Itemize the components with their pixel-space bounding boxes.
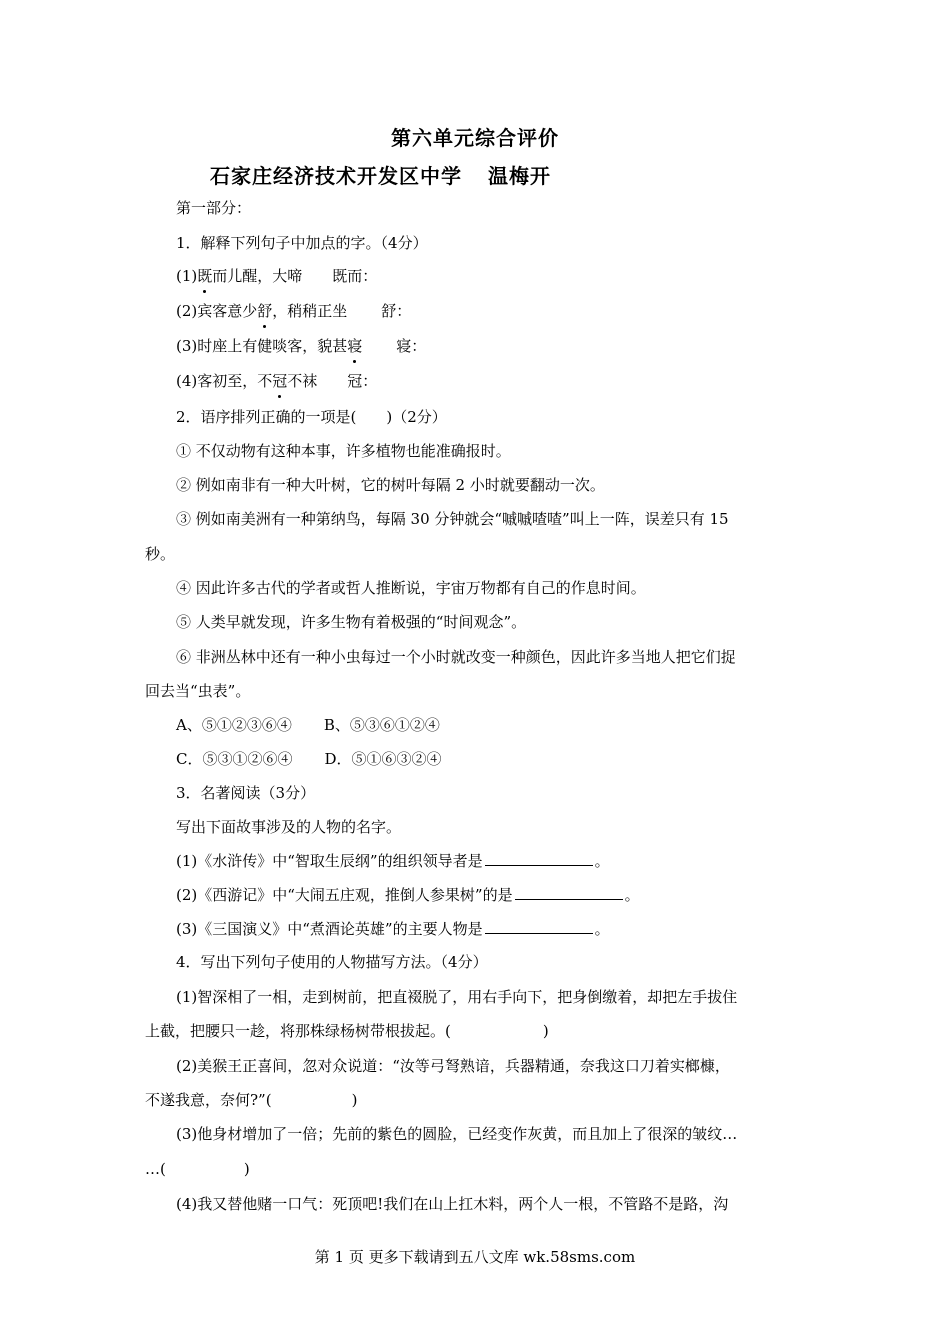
q2-option-b: B、⑤③⑥①②④ xyxy=(323,716,440,734)
q4-item-3a: (3)他身材增加了一倍；先前的紫色的圆脸，已经变作灰黄，而且加上了很深的皱纹… xyxy=(176,1125,738,1143)
answer-blank[interactable] xyxy=(515,885,623,900)
q3-item-3-text: (3)《三国演义》中“煮酒论英雄”的主要人物是 xyxy=(176,920,483,938)
answer-blank[interactable] xyxy=(485,919,593,934)
q2-head-tail: )（2分） xyxy=(386,408,447,426)
q4-item-1b xyxy=(145,1021,549,1041)
q2-option-a: A、⑤①②③⑥④ xyxy=(176,716,292,734)
q1-head: 1．解释下列句子中加点的字。（4分） xyxy=(176,234,428,252)
q1-item-2-post: ，稍稍正坐 xyxy=(272,302,348,320)
q1-item-4 xyxy=(176,371,377,391)
q2-sentence-5: ⑤ 人类早就发现，许多生物有着极强的“时间观念”。 xyxy=(176,613,527,631)
q2-head xyxy=(176,407,447,427)
q3-item-2 xyxy=(176,885,640,905)
q4-item-3b xyxy=(145,1159,250,1179)
q1-item-1 xyxy=(176,266,377,286)
q4-item-3-close: ) xyxy=(243,1160,250,1178)
q2-sentence-3a: ③ 例如南美洲有一种第纳鸟，每隔 30 分钟就会“嘁嘁喳喳”叫上一阵，误差只有 15 xyxy=(176,510,729,528)
q4-head: 4．写出下列句子使用的人物描写方法。（4分） xyxy=(176,953,488,971)
q2-sentence-3b: 秒。 xyxy=(145,545,176,563)
q3-item-2-text: (2)《西游记》中“大闹五庄观，推倒人参果树”的是 xyxy=(176,886,513,904)
dotted-char: 冠 xyxy=(272,372,288,390)
q4-item-4a: (4)我又替他赌一口气：死顶吧!我们在山上扛木料，两个人一根，不管路不是路，沟 xyxy=(176,1195,729,1213)
page-footer: 第 1 页 更多下载请到五八文库 wk.58sms.com xyxy=(314,1248,636,1266)
q1-item-2-pre: (2)宾客意少 xyxy=(176,302,258,320)
q1-item-1-post: 而儿醒，大啼 xyxy=(212,267,303,285)
q2-sentence-2: ② 例如南非有一种大叶树，它的树叶每隔 2 小时就要翻动一次。 xyxy=(176,476,605,494)
dotted-char: 寝 xyxy=(347,337,363,355)
q1-item-4-post: 不袜 xyxy=(287,372,318,390)
doc-title: 第六单元综合评价 xyxy=(391,126,559,150)
school-name: 石家庄经济技术开发区中学 xyxy=(210,164,462,188)
q1-item-4-pre: (4)客初至，不 xyxy=(176,372,273,390)
q1-item-3 xyxy=(176,336,426,356)
q1-item-2-term: 舒： xyxy=(381,302,412,320)
q1-item-3-pre: (3)时座上有健啖客，貌甚 xyxy=(176,337,348,355)
q2-options-row-2 xyxy=(176,749,442,769)
q2-sentence-6b: 回去当“虫表”。 xyxy=(145,682,251,700)
author-name: 温梅开 xyxy=(488,164,551,188)
q2-sentence-4: ④ 因此许多古代的学者或哲人推断说，宇宙万物都有自己的作息时间。 xyxy=(176,579,646,597)
q3-item-3-end: 。 xyxy=(594,920,610,938)
q4-item-2b-text: 不遂我意，奈何?”( xyxy=(145,1091,272,1109)
dotted-char: 舒 xyxy=(257,302,273,320)
q3-item-1 xyxy=(176,851,610,871)
q1-item-1-pre: (1) xyxy=(176,267,198,285)
q2-options-row-1 xyxy=(176,715,440,735)
answer-blank[interactable] xyxy=(485,851,593,866)
q4-item-2a: (2)美猴王正喜间，忽对众说道：“汝等弓弩熟谙，兵器精通，奈我这口刀着实榔槺， xyxy=(176,1057,730,1075)
q3-item-3 xyxy=(176,919,610,939)
q2-sentence-1: ① 不仅动物有这种本事，许多植物也能准确报时。 xyxy=(176,442,511,460)
q1-item-3-term: 寝： xyxy=(396,337,427,355)
q3-item-1-text: (1)《水浒传》中“智取生辰纲”的组织领导者是 xyxy=(176,852,483,870)
dotted-char: 既 xyxy=(197,267,213,285)
q1-item-2 xyxy=(176,301,411,321)
q2-option-c: C．⑤③①②⑥④ xyxy=(176,750,293,768)
q4-item-3b-text: …( xyxy=(145,1160,166,1178)
q1-item-4-term: 冠： xyxy=(347,372,378,390)
q4-item-2b xyxy=(145,1090,357,1110)
section-label: 第一部分： xyxy=(176,199,252,217)
q2-sentence-6a: ⑥ 非洲丛林中还有一种小虫每过一个小时就改变一种颜色，因此许多当地人把它们捉 xyxy=(176,648,736,666)
q1-item-1-term: 既而： xyxy=(332,267,378,285)
q3-head: 3．名著阅读（3分） xyxy=(176,784,316,802)
q4-item-2-close: ) xyxy=(351,1091,358,1109)
q3-item-2-end: 。 xyxy=(624,886,640,904)
q4-item-1b-text: 上截，把腰只一趁，将那株绿杨树带根拔起。( xyxy=(145,1022,451,1040)
q2-head-text: 2．语序排列正确的一项是( xyxy=(176,408,357,426)
doc-subtitle xyxy=(210,160,551,189)
q3-item-1-end: 。 xyxy=(594,852,610,870)
q4-item-1a: (1)智深相了一相，走到树前，把直裰脱了，用右手向下，把身倒缴着，却把左手拔住 xyxy=(176,988,738,1006)
q3-intro: 写出下面故事涉及的人物的名字。 xyxy=(176,818,402,836)
q4-item-1-close: ) xyxy=(542,1022,549,1040)
q2-option-d: D．⑤①⑥③②④ xyxy=(324,750,442,768)
